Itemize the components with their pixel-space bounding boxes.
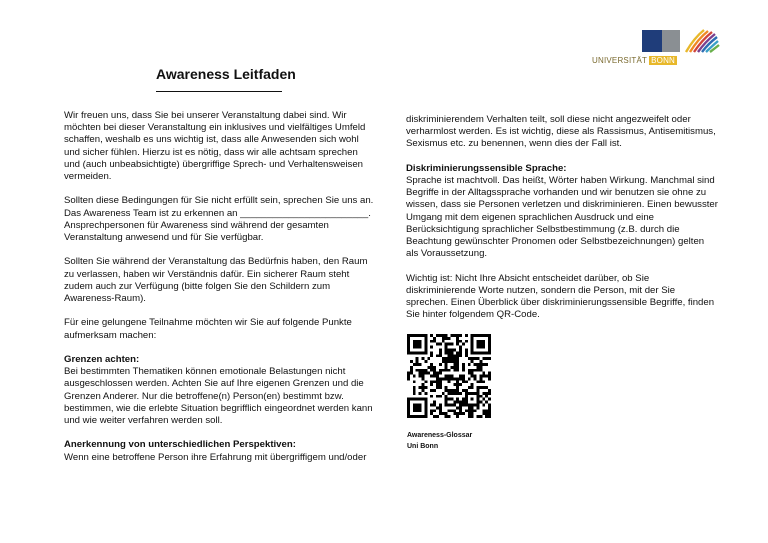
- heading-anerkennung: Anerkennung von unterschiedlichen Perspektiven:: [64, 439, 296, 451]
- text-sprache: Sprache ist machtvoll. Das heißt, Wörter haben Wirkung. Manchmal sind Begriffe in der Alltagssprache vorhanden und wir benutzen sie ohne zu wissen, dass sie Personen verletzen und diskriminieren. Einen bewusster Umgang mit dem eigenen sprachlichen Ausdruck und eine Berücksichtigung sprachlicher Selbstbestimmung (z.B. durch die Beachtung gewünschter Pronomen oder Selbstbezeichnungen) gelten als Voraussetzung.: [406, 175, 718, 260]
- intro-paragraph: Wir freuen uns, dass Sie bei unserer Veranstaltung dabei sind. Wir möchten bei dieser Veranstaltung ein inklusives und vielfältiges Umfeld schaffen, weshalb es uns wichtig ist, dass alle Anwesenden sich wohl und sicher fühlen. Hierzu ist es nötig, dass wir alle achtsam sprechen und (auch unbeabsichtigte) übergriffige Sprech- und Verhaltensweisen vermeiden.: [64, 110, 366, 183]
- attention-paragraph: Für eine gelungene Teilnahme möchten wir Sie auf folgende Punkte aufmerksam machen:: [64, 317, 352, 341]
- section-grenzen: [64, 354, 376, 427]
- continued-paragraph: diskriminierendem Verhalten teilt, soll diese nicht angezweifelt oder verharmlost werden. Es ist wichtig, diese als Rassismus, Antisemitismus, Sexismus etc. zu benennen, wenn dies der Fall ist.: [406, 114, 716, 150]
- text-grenzen: Bei bestimmten Thematiken können emotionale Belastungen nicht ausgeschlossen werden. Achten Sie auf Ihre eigenen Grenzen und die Grenzen Anderer. Nur die betroffene(n) Person(en) bestimmt bzw. bestimmen, wie die erlebte Situation begrifflich eingeordnet werden kann und wie weiter verfahren werden soll.: [64, 366, 373, 427]
- qr-caption-line2: Uni Bonn: [407, 443, 439, 450]
- safe-room-paragraph: Sollten Sie während der Veranstaltung das Bedürfnis haben, den Raum zu verlassen, haben wir Verständnis dafür. Ein sicherer Raum steht zudem auch zur Verfügung (bitte folgen Sie den Schildern zum Awareness-Raum).: [64, 256, 368, 305]
- logo-stripes: [686, 30, 719, 52]
- contact-paragraph: Sollten diese Bedingungen für Sie nicht erfüllt sein, sprechen Sie uns an. Das Awareness Team ist zu erkennen an ________________________. Ansprechpersonen für Awareness sind während der gesamten Veranstaltung anwesend und für Sie verfügbar.: [64, 195, 374, 244]
- right-column: [406, 114, 718, 334]
- heading-grenzen: Grenzen achten:: [64, 354, 140, 365]
- logo-wordmark: [592, 56, 677, 65]
- text-anerkennung: Wenn eine betroffene Person ihre Erfahrung mit übergriffigem und/oder: [64, 451, 367, 463]
- logo-text-bonn: BONN: [651, 56, 676, 65]
- logo-blue-block: [642, 30, 662, 52]
- heading-sprache: Diskriminierungssensible Sprache:: [406, 162, 567, 174]
- logo-text-universitaet: UNIVERSITÄT: [592, 56, 648, 65]
- left-column: [64, 110, 376, 476]
- qr-code[interactable]: [407, 334, 491, 418]
- logo-grey-block: [662, 30, 680, 52]
- qr-caption-line1: Awareness-Glossar: [407, 432, 473, 439]
- title-underline: [156, 91, 282, 92]
- section-anerkennung: [64, 439, 376, 463]
- section-sprache: [406, 163, 718, 261]
- important-paragraph: Wichtig ist: Nicht Ihre Absicht entscheidet darüber, ob Sie diskriminierende Worte nutzen, sondern die Person, mit der Sie sprechen. Einen Überblick über diskriminierungssensible Begriffe, finden Sie hinter folgendem QR-Code.: [406, 272, 715, 321]
- qr-caption: [407, 430, 472, 452]
- page-title: Awareness Leitfaden: [156, 66, 296, 82]
